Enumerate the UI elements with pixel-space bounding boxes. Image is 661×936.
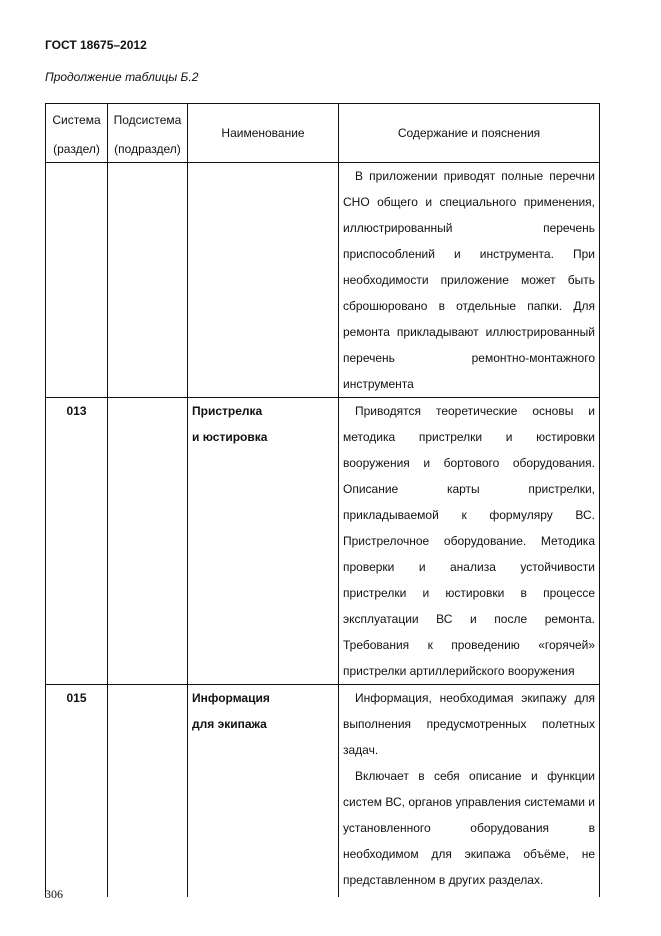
- name-line: для экипажа: [192, 717, 267, 731]
- col-header-subsystem-line1: Подсистема: [113, 113, 182, 127]
- content-paragraph: В приложении приводят полные перечни СНО общего и специального применения, иллюстрированный перечень приспособлений и инструмента. При необходимости приложение может быть сброшюровано в отдельные папки. Для ремонта прикладывают иллюстрированный перечень ремонтно-монтажного инструмента: [343, 169, 595, 391]
- cell-system: 015: [46, 685, 108, 898]
- name-line: и юстировка: [192, 430, 268, 444]
- cell-system: [46, 163, 108, 398]
- table-row: [46, 163, 600, 398]
- cell-content: [339, 398, 600, 685]
- col-header-subsystem: [108, 104, 188, 163]
- cell-subsystem: [108, 685, 188, 898]
- col-header-name: Наименование: [188, 104, 339, 163]
- table-row: [46, 398, 600, 685]
- col-header-system-line1: Система: [52, 113, 101, 127]
- table-caption: Продолжение таблицы Б.2: [45, 70, 199, 84]
- systems-table: [45, 103, 600, 897]
- col-header-content: Содержание и пояснения: [339, 104, 600, 163]
- content-paragraph: Включает в себя описание и функции систем ВС, органов управления системами и установленного оборудования в необходимом для экипажа объёме, не представленном в других разделах.: [343, 769, 595, 887]
- content-paragraph: Приводятся теоретические основы и методика пристрелки и юстировки вооружения и бортового оборудования. Описание карты пристрелки, прикладываемой к формуляру ВС. Пристрелочное оборудование. Методика проверки и анализа устойчивости пристрелки и юстировки в процессе эксплуатации ВС и после ремонта. Требования к проведению «горячей» пристрелки артиллерийского вооружения: [343, 404, 595, 678]
- table-header-row: [46, 104, 600, 163]
- page-number: 306: [45, 887, 63, 901]
- col-header-subsystem-line2: (подраздел): [114, 142, 181, 156]
- table-row: [46, 685, 600, 898]
- cell-content: [339, 685, 600, 898]
- col-header-system: [46, 104, 108, 163]
- cell-content: [339, 163, 600, 398]
- col-header-system-line2: (раздел): [53, 142, 100, 156]
- cell-subsystem: [108, 398, 188, 685]
- cell-name: [188, 163, 339, 398]
- cell-name: [188, 398, 339, 685]
- cell-system: 013: [46, 398, 108, 685]
- name-line: Информация: [192, 691, 270, 705]
- document-title: ГОСТ 18675–2012: [45, 38, 147, 52]
- name-line: Пристрелка: [192, 404, 263, 418]
- cell-name: [188, 685, 339, 898]
- cell-subsystem: [108, 163, 188, 398]
- content-paragraph: Информация, необходимая экипажу для выполнения предусмотренных полетных задач.: [343, 691, 595, 757]
